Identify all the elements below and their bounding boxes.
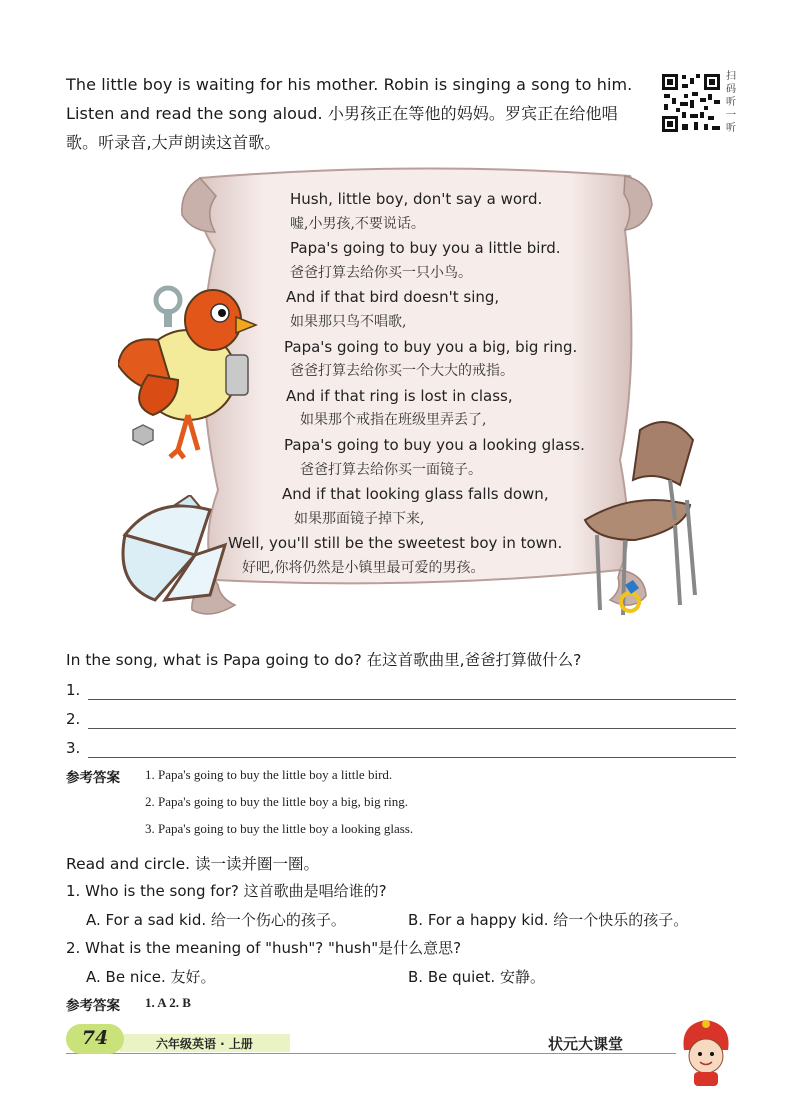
song-line-en-5: And if that ring is lost in class, [286, 386, 513, 405]
song-line-en-7: And if that looking glass falls down, [282, 485, 549, 504]
reference-answer-1: 1. Papa's going to buy the little boy a little bird. [145, 767, 393, 782]
footer-brand: 状元大课堂 [548, 1035, 624, 1053]
intro-en: The little boy is waiting for his mother. Robin is singing a song to him. Listen and read the song aloud. [66, 75, 633, 123]
option-2b[interactable]: B. Be quiet. 安静。 [408, 968, 545, 986]
song-lyrics [228, 187, 608, 581]
song-line-en-3: And if that bird doesn't sing, [286, 288, 500, 307]
option-1a[interactable]: A. For a sad kid. 给一个伤心的孩子。 [86, 911, 346, 929]
question-papa: In the song, what is Papa going to do? 在这首歌曲里,爸爸打算做什么? [66, 651, 582, 669]
intro-cn: 小男孩正在等他的妈妈。罗宾正在给他唱歌。听录音,大声朗读这首歌。 [66, 104, 618, 152]
intro-text [66, 70, 646, 157]
reference-answer-label: 参考答案 [66, 770, 120, 786]
song-line-en-8: Well, you'll still be the sweetest boy in town. [228, 534, 563, 553]
option-1b[interactable]: B. For a happy kid. 给一个快乐的孩子。 [408, 911, 689, 929]
answer-blank[interactable] [88, 757, 736, 758]
answer-line-number: 1. [66, 681, 81, 699]
song-line-cn-2: 爸爸打算去给你买一只小鸟。 [290, 264, 472, 281]
song-line-en-6: Papa's going to buy you a looking glass. [284, 435, 585, 454]
reference-answer-2: 2. Papa's going to buy the little boy a big, big ring. [145, 794, 409, 809]
page-number: 74 [81, 1027, 109, 1049]
song-line-cn-6: 爸爸打算去给你买一面镜子。 [300, 461, 482, 478]
broken-mirror-illustration [115, 495, 235, 605]
song-line-cn-5: 如果那个戒指在班级里弄丢了, [300, 412, 487, 429]
qr-code-icon[interactable] [660, 72, 722, 134]
song-line-cn-1: 嘘,小男孩,不要说话。 [290, 215, 425, 232]
option-2a[interactable]: A. Be nice. 友好。 [86, 968, 216, 986]
answer-line-number: 3. [66, 739, 81, 757]
song-line-cn-7: 如果那面镜子掉下来, [294, 510, 425, 527]
answer-blank[interactable] [88, 728, 736, 729]
answer-line-3[interactable] [66, 737, 736, 761]
answer-line-number: 2. [66, 710, 81, 728]
footer-book-title: 六年级英语 · 上册 [156, 1037, 253, 1051]
mascot-icon [676, 1016, 736, 1088]
song-line-en-4: Papa's going to buy you a big, big ring. [284, 337, 578, 356]
question-hush: 2. What is the meaning of "hush"? "hush"是什么意思? [66, 939, 462, 957]
song-line-en-1: Hush, little boy, don't say a word. [290, 190, 543, 208]
song-line-en-2: Papa's going to buy you a little bird. [290, 239, 561, 258]
question-who: 1. Who is the song for? 这首歌曲是唱给谁的? [66, 882, 387, 900]
read-and-circle-title: Read and circle. 读一读并圈一圈。 [66, 855, 320, 873]
song-line-cn-8: 好吧,你将仍然是小镇里最可爱的男孩。 [242, 559, 485, 576]
reference-answer-circle: 1. A 2. B [145, 995, 191, 1010]
qr-label: 扫码听一听 [726, 71, 736, 134]
answer-line-1[interactable] [66, 679, 736, 703]
reference-answer-3: 3. Papa's going to buy the little boy a looking glass. [145, 821, 414, 836]
page-number-badge [66, 1024, 124, 1054]
answer-line-2[interactable] [66, 708, 736, 732]
footer-book-bar [120, 1034, 290, 1052]
song-line-cn-4: 爸爸打算去给你买一个大大的戒指。 [290, 363, 514, 380]
reference-answer-label-2: 参考答案 [66, 998, 120, 1014]
answer-blank[interactable] [88, 699, 736, 700]
song-line-cn-3: 如果那只鸟不唱歌, [290, 313, 407, 330]
